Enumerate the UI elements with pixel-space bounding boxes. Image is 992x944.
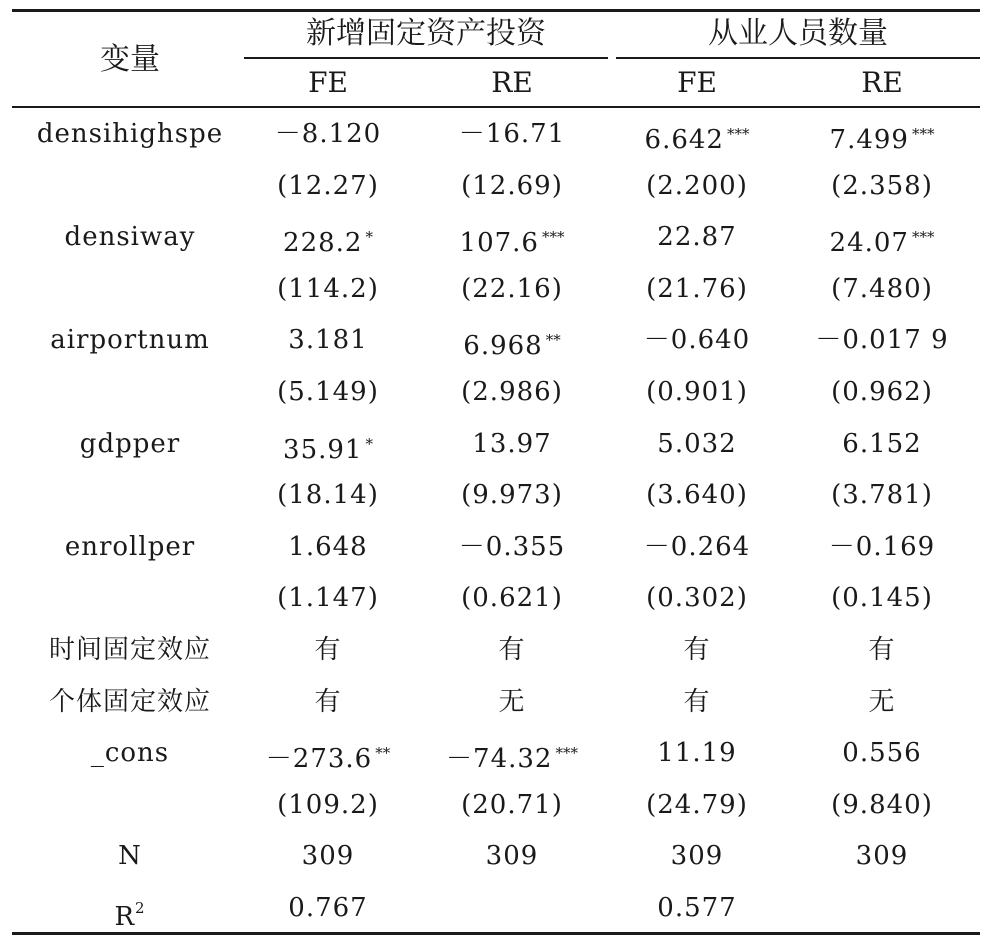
- table-cell: [248, 521, 408, 573]
- table-cell: [617, 469, 777, 521]
- cell-value: (2.358): [831, 171, 933, 201]
- row-label: 个体固定效应: [48, 687, 211, 717]
- table-cell: [248, 314, 408, 366]
- subheader-fe-1: FE: [308, 66, 348, 99]
- cell-value: 13.97: [472, 429, 552, 459]
- table-cell: [248, 263, 408, 315]
- table-cell: [617, 779, 777, 831]
- table-cell: [432, 418, 592, 470]
- table-cell: [802, 727, 962, 779]
- cell-value: (109.2): [277, 790, 379, 820]
- table-cell: [432, 779, 592, 831]
- significance-stars: ***: [726, 125, 750, 143]
- cell-value: (1.147): [277, 583, 379, 613]
- table-cell: [617, 521, 777, 573]
- row-label: N: [118, 841, 142, 871]
- table-cell: [432, 676, 592, 728]
- cell-value: －0.169: [828, 532, 936, 562]
- row-label-empty: [20, 160, 240, 212]
- table-cell: [802, 108, 962, 160]
- cell-value: 1.648: [288, 532, 368, 562]
- cell-value: 有: [683, 687, 711, 717]
- cell-value: (12.69): [461, 171, 563, 201]
- row-label: airportnum: [50, 325, 210, 355]
- cell-value: 6.642: [644, 125, 724, 155]
- cell-value: －0.640: [643, 325, 751, 355]
- table-cell: [432, 830, 592, 882]
- cell-value: 11.19: [657, 738, 737, 768]
- significance-stars: *: [365, 228, 373, 246]
- significance-stars: ***: [555, 744, 578, 762]
- cell-value: (3.781): [831, 480, 933, 510]
- cell-value: (2.200): [646, 171, 748, 201]
- cell-value: 309: [301, 841, 355, 871]
- cell-value: 35.91: [283, 435, 363, 465]
- table-cell: [432, 469, 592, 521]
- table-cell: [432, 572, 592, 624]
- table-cell: [248, 211, 408, 263]
- table-cell: [248, 160, 408, 212]
- r2-fe-employment: 0.577: [657, 893, 737, 923]
- table-cell: [617, 263, 777, 315]
- cell-value: (22.16): [461, 274, 563, 304]
- cell-value: (21.76): [646, 274, 748, 304]
- table-cell: [432, 314, 592, 366]
- table-cell: [617, 366, 777, 418]
- cell-value: 107.6: [459, 228, 539, 258]
- table-cell: [432, 624, 592, 676]
- table-cell: [432, 727, 592, 779]
- table-cell: [617, 727, 777, 779]
- header-group-employment: 从业人员数量: [708, 16, 888, 51]
- cell-value: (0.302): [646, 583, 748, 613]
- table-cell: [617, 108, 777, 160]
- table-cell: [802, 830, 962, 882]
- cell-value: (12.27): [277, 171, 379, 201]
- cell-value: (0.145): [831, 583, 933, 613]
- cell-value: (0.621): [461, 583, 563, 613]
- significance-stars: ***: [911, 228, 935, 246]
- table-cell: [617, 314, 777, 366]
- table-cell: [432, 521, 592, 573]
- top-rule: [12, 9, 980, 12]
- significance-stars: *: [365, 435, 373, 453]
- table-cell: [617, 676, 777, 728]
- header-group-investment: 新增固定资产投资: [306, 16, 546, 51]
- cell-value: 有: [683, 635, 711, 665]
- cell-value: 有: [498, 635, 526, 665]
- row-label: _cons: [90, 738, 170, 768]
- cell-value: (5.149): [277, 377, 379, 407]
- cell-value: 有: [314, 687, 342, 717]
- table-cell: [248, 418, 408, 470]
- table-cell: [432, 263, 592, 315]
- cell-value: (3.640): [646, 480, 748, 510]
- cell-value: 无: [868, 687, 896, 717]
- table-cell: [802, 779, 962, 831]
- subheader-re-2: RE: [861, 66, 903, 99]
- table-cell: [432, 211, 592, 263]
- table-cell: [802, 366, 962, 418]
- row-label-empty: [20, 263, 240, 315]
- table-cell: [802, 263, 962, 315]
- row-label-empty: [20, 469, 240, 521]
- table-cell: [617, 572, 777, 624]
- subheader-fe-2: FE: [677, 66, 717, 99]
- cell-value: 24.07: [829, 228, 909, 258]
- row-label-r2: $R^2$: [114, 899, 146, 932]
- table-cell: [248, 830, 408, 882]
- table-cell: [802, 624, 962, 676]
- cell-value: 有: [868, 635, 896, 665]
- row-label-empty: [20, 366, 240, 418]
- row-label: gdpper: [79, 429, 181, 459]
- cell-value: 5.032: [657, 429, 737, 459]
- table-cell: [617, 418, 777, 470]
- cell-value: 3.181: [288, 325, 368, 355]
- cell-value: 0.556: [842, 738, 922, 768]
- row-label: enrollper: [64, 532, 196, 562]
- table-cell: [248, 779, 408, 831]
- cell-value: 6.968: [463, 331, 543, 361]
- table-cell: [248, 469, 408, 521]
- cell-value: 309: [670, 841, 724, 871]
- cell-value: (9.840): [831, 790, 933, 820]
- r2-fe-investment: 0.767: [288, 893, 368, 923]
- significance-stars: ***: [911, 125, 935, 143]
- cell-value: 无: [498, 687, 526, 717]
- table-cell: [432, 366, 592, 418]
- table-cell: [248, 366, 408, 418]
- table-cell: [802, 572, 962, 624]
- row-label: 时间固定效应: [48, 635, 211, 665]
- group1-underline: [244, 57, 608, 59]
- cell-value: (18.14): [277, 480, 379, 510]
- table-cell: [248, 572, 408, 624]
- row-label-empty: [20, 572, 240, 624]
- table-cell: [617, 624, 777, 676]
- table-cell: [802, 211, 962, 263]
- significance-stars: **: [375, 744, 391, 762]
- cell-value: 7.499: [829, 125, 909, 155]
- group2-underline: [616, 57, 980, 59]
- cell-value: 309: [855, 841, 909, 871]
- table-cell: [802, 160, 962, 212]
- cell-value: (9.973): [461, 480, 563, 510]
- subheader-re-1: RE: [491, 66, 533, 99]
- table-cell: [617, 160, 777, 212]
- cell-value: －16.71: [458, 119, 566, 149]
- table-cell: [432, 108, 592, 160]
- cell-value: (20.71): [461, 790, 563, 820]
- cell-value: 6.152: [842, 429, 922, 459]
- row-label-empty: [20, 779, 240, 831]
- significance-stars: **: [545, 331, 561, 349]
- table-cell: [802, 314, 962, 366]
- table-cell: [432, 160, 592, 212]
- significance-stars: ***: [541, 228, 565, 246]
- table-cell: [248, 676, 408, 728]
- table-cell: [802, 469, 962, 521]
- table-cell: [248, 727, 408, 779]
- cell-value: 有: [314, 635, 342, 665]
- table-cell: [248, 108, 408, 160]
- cell-value: (0.901): [646, 377, 748, 407]
- cell-value: －8.120: [274, 119, 382, 149]
- cell-value: (0.962): [831, 377, 933, 407]
- cell-value: －0.355: [458, 532, 566, 562]
- cell-value: －74.32: [446, 744, 553, 774]
- cell-value: (114.2): [277, 274, 379, 304]
- row-label: densiway: [64, 222, 196, 252]
- cell-value: 228.2: [283, 228, 363, 258]
- cell-value: (7.480): [831, 274, 933, 304]
- table-cell: [802, 521, 962, 573]
- cell-value: －273.6: [265, 744, 373, 774]
- cell-value: －0.264: [643, 532, 751, 562]
- header-variable: 变量: [100, 42, 160, 77]
- table-cell: [248, 624, 408, 676]
- cell-value: (2.986): [461, 377, 563, 407]
- cell-value: 309: [485, 841, 539, 871]
- cell-value: －0.017 9: [815, 325, 949, 355]
- cell-value: (24.79): [646, 790, 748, 820]
- cell-value: 22.87: [657, 222, 737, 252]
- table-cell: [802, 676, 962, 728]
- row-label: densihighspe: [36, 119, 224, 149]
- table-cell: [802, 418, 962, 470]
- table-cell: [617, 211, 777, 263]
- table-cell: [617, 830, 777, 882]
